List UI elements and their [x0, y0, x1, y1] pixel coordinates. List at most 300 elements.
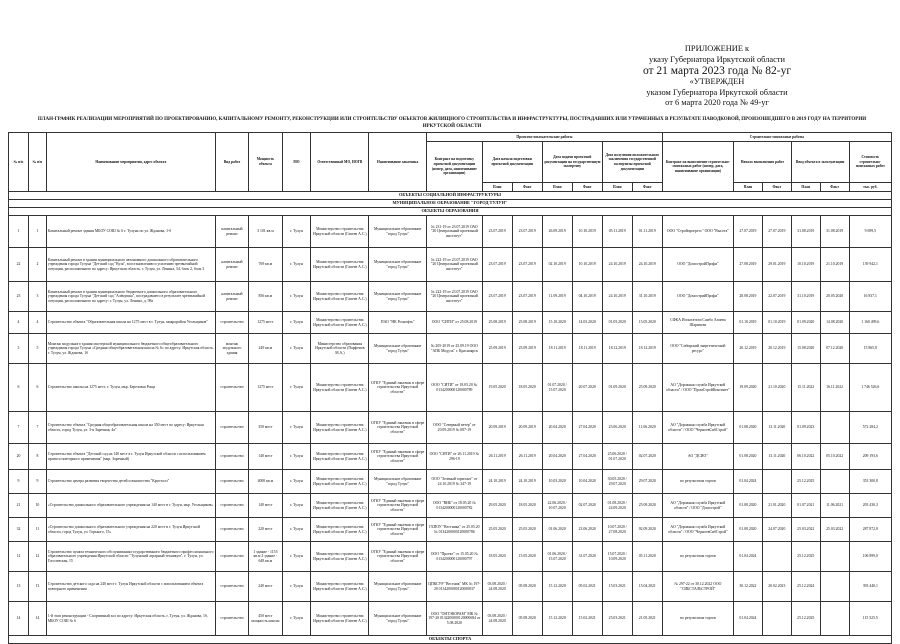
construction-cost: 287 872,8	[849, 518, 891, 542]
construction-cost: 572 284,2	[849, 412, 891, 444]
row-number: 9	[9, 470, 29, 494]
table-row	[9, 542, 892, 572]
row-number: 21	[9, 494, 29, 518]
row-subnumber: 8	[29, 444, 47, 470]
construction-contract: АО "Дорожная служба Иркутской области" / ООО "ЧерноевСибСтрой"	[662, 412, 733, 444]
commissioning-plan: 10.10.2019	[791, 248, 820, 282]
object-name: Капитальный ремонт здания МБОУ СОШ № 6 г. Тулуна по ул. Жданова, 1-б	[46, 216, 215, 248]
expertise-submit-plan: 11.09.2019	[542, 282, 572, 312]
row-number: 22	[9, 248, 29, 282]
responsible: Министерство образования Иркутской области (Парфенов М.А.)	[311, 334, 369, 364]
responsible: Министерство строительства Иркутской области (Гапеев А.С.)	[311, 216, 369, 248]
col-cost: Стоимость строительно-монтажных работ	[849, 142, 891, 183]
expertise-submit-fact: 27.04.2020	[572, 444, 602, 470]
work-type: строительство	[215, 364, 248, 412]
commissioning-fact	[820, 412, 849, 444]
work-type: строительство	[215, 444, 248, 470]
expertise-submit-plan: 01.06.2020 / 15.07.2020	[542, 542, 572, 572]
expertise-result-plan: 30.05.2020 / 29.07.2020	[602, 470, 632, 494]
row-subnumber: 13	[29, 572, 47, 602]
object-name: Строительство пункта технического обслуживания государственного бюджетного профессионального образовательного учреждения Иркутской области "Тулунский аграрный техникум", г. Тулун, ул. Гоголевская, 15	[46, 542, 215, 572]
design-contract: ООО "Зеленый горизонт" от 24.10.2019 № 347-19	[427, 470, 483, 494]
customer: ПАО "НК Роснефть"	[369, 312, 427, 334]
commissioning-plan: 01.07.2021	[791, 494, 820, 518]
row-subnumber: 11	[29, 518, 47, 542]
design-contract: ЦПКСУР "Вестник" МК № 197-20 0134200000120000837	[427, 572, 483, 602]
commissioning-fact: 31.08.2019	[820, 216, 849, 248]
expertise-result-plan: 25.06.2020 / 01.07.2020	[602, 444, 632, 470]
col-num: № п/п	[9, 133, 29, 192]
construction-start-plan: 20.12.2019	[733, 334, 762, 364]
expertise-submit-fact: 31.07.2020	[572, 542, 602, 572]
customer: Муниципальное образование "город Тулун"	[369, 334, 427, 364]
row-number: 20	[9, 444, 29, 470]
customer: ОГКУ "Единый заказчик в сфере строительства Иркутской области"	[369, 542, 427, 572]
section-municipality: МУНИЦИПАЛЬНОЕ ОБРАЗОВАНИЕ "ГОРОД ТУЛУН"	[9, 200, 892, 208]
commissioning-fact	[820, 602, 849, 636]
construction-start-fact: 27.07.2019	[762, 216, 791, 248]
expertise-submit-fact: 14.03.2020	[572, 312, 602, 334]
expertise-result-plan: 10.07.2020 / 27.08.2020	[602, 518, 632, 542]
work-type: строительство	[215, 602, 248, 636]
commissioning-fact: 21.10.2019	[820, 248, 849, 282]
capacity: 1275 мест	[249, 364, 282, 412]
responsible: Министерство строительства Иркутской области (Гапеев А.С.)	[311, 282, 369, 312]
construction-cost: 9 699,5	[849, 216, 891, 248]
object-name: Строительство объекта "Детский сад на 140 мест в г. Тулун Иркутской области с использованием проекта повторного применения" (мкр. Заречный)	[46, 444, 215, 470]
design-contract: ООО "ВИБ" от 18.05.20 № 0134200000120000782	[427, 494, 483, 518]
design-contract: ООО "Проект" от 15.05.20 № 0134200000120000797	[427, 542, 483, 572]
expertise-result-fact: 02.07.2020	[632, 444, 662, 470]
construction-start-fact: 20.12.2019	[762, 334, 791, 364]
table-row	[9, 470, 892, 494]
responsible: Министерство строительства Иркутской области (Гапеев А.С.)	[311, 248, 369, 282]
design-start-fact: 20.09.2019	[512, 412, 542, 444]
work-type: строительство	[215, 412, 248, 444]
work-type: монтаж модульного здания	[215, 334, 248, 364]
row-number: 13	[9, 572, 29, 602]
expertise-submit-fact: 10.10.2019	[572, 248, 602, 282]
commissioning-fact: 05.10.2022	[820, 444, 849, 470]
construction-start-fact: 13.11.2020	[762, 412, 791, 444]
customer: ОГКУ "Единый заказчик в сфере строительства Иркутской области"	[369, 518, 427, 542]
capacity: 249 кв.м	[249, 334, 282, 364]
capacity: 856 кв.м	[249, 282, 282, 312]
table-row	[9, 282, 892, 312]
expertise-result-plan: 15.07.2020 / 10.09.2020	[602, 542, 632, 572]
construction-cost: 1 746 526,6	[849, 364, 891, 412]
design-start-fact: 25.05.2020	[512, 518, 542, 542]
construction-contract: АО "ДСИО"	[662, 444, 733, 470]
design-start-fact: 15.05.2020	[512, 542, 542, 572]
design-start-plan: 25.05.2020	[482, 518, 512, 542]
design-start-fact: 18.05.2020	[512, 364, 542, 412]
expertise-submit-plan: 01.07.2020 / 15.07.2020	[542, 364, 572, 412]
work-type: строительство	[215, 312, 248, 334]
expertise-result-fact: 31.10.2019	[632, 282, 662, 312]
responsible: Министерство строительства Иркутской области (Гапеев А.С.)	[311, 444, 369, 470]
construction-cost: 15 865,8	[849, 334, 891, 364]
expertise-result-fact: 25.09.2020	[632, 364, 662, 412]
design-start-fact: 25.08.2019	[512, 312, 542, 334]
municipality: г. Тулун	[282, 602, 311, 636]
construction-contract: АО "Дорожная служба Иркутской области" / ООО "ЧерноевСибСтрой"	[662, 518, 733, 542]
document-title: ПЛАН-ГРАФИК РЕАЛИЗАЦИИ МЕРОПРИЯТИЙ ПО ПРОЕКТИРОВАНИЮ, КАПИТАЛЬНОМУ РЕМОНТУ, РЕКОНСТРУКЦИИ ИЛИ СТРОИТЕЛЬСТВУ ОБЪЕКТОВ ЖИЛИЩНОГО СТРОИТЕЛЬСТВА И ИНФРАСТРУКТУРЫ, ПОСТРАДАВШИХ ИЛИ УТРАЧЕННЫХ В РЕЗУЛЬТАТЕ ПАВОДКОВОЙ, ПРОИЗОШЕДШЕГО В 2019 ГОДУ НА ТЕРРИТОРИИ ИРКУТСКОЙ ОБЛАСТИ	[37, 117, 867, 129]
row-subnumber: 10	[29, 494, 47, 518]
construction-start-plan: 27.08.2019	[733, 248, 762, 282]
commissioning-fact	[820, 470, 849, 494]
col-start-construction: Начало выполнения работ	[733, 142, 791, 183]
design-contract: № 222-19 от 23.07.2019 ОАО "20 Центральный проектный институт"	[427, 248, 483, 282]
commissioning-plan: 31.08.2019	[791, 216, 820, 248]
row-number: 5	[9, 334, 29, 364]
capacity: 140 мест	[249, 494, 282, 518]
object-name: «Строительство дошкольного образовательного учреждения на 140 мест в г. Тулун, мкр. Угольщиков»	[46, 494, 215, 518]
commissioning-fact: 16.11.2022	[820, 364, 849, 412]
col-customer: Наименование заказчика	[369, 133, 427, 192]
row-number: 12	[9, 542, 29, 572]
col-name: Наименование мероприятия, адрес объекта	[46, 133, 215, 192]
municipality: г. Тулун	[282, 572, 311, 602]
construction-start-plan: 01.08.2020	[733, 494, 762, 518]
municipality: г. Тулун	[282, 412, 311, 444]
design-start-fact: 18.05.2020	[512, 494, 542, 518]
construction-cost: 203 430,3	[849, 494, 891, 518]
sub-plan: План	[733, 183, 762, 192]
appendix-line-2: указу Губернатора Иркутской области	[649, 54, 785, 64]
table-body	[9, 192, 892, 644]
sub-plan: План	[791, 183, 820, 192]
commissioning-plan: 06.10.2022	[791, 444, 820, 470]
table-row	[9, 364, 892, 412]
construction-start-fact	[762, 542, 791, 572]
expertise-submit-plan: 20.04.2020	[542, 412, 572, 444]
row-number: 32	[9, 518, 29, 542]
construction-start-plan: 01.08.2020	[733, 444, 762, 470]
expertise-submit-fact: 10.04.2020	[572, 470, 602, 494]
table-row	[9, 572, 892, 602]
appendix-line-6: от 6 марта 2020 года № 49-уг	[665, 98, 769, 108]
expertise-submit-plan: 20.04.2020	[542, 444, 572, 470]
group-design: Проектно-изыскательские работы	[427, 133, 663, 142]
sub-plan: План	[482, 183, 512, 192]
work-type: строительство	[215, 518, 248, 542]
construction-cost: 1 160 499,6	[849, 312, 891, 334]
responsible: Министерство строительства Иркутской области (Гапеев А.С.)	[311, 364, 369, 412]
expertise-result-plan: 24.10.2019	[602, 248, 632, 282]
design-start-fact: 23.07.2019	[512, 248, 542, 282]
expertise-result-fact: 15.05.2020	[632, 312, 662, 334]
responsible: Министерство строительства Иркутской области (Гапеев А.С.)	[311, 494, 369, 518]
commissioning-fact: 11.06.2021	[820, 494, 849, 518]
customer: ОГКУ "Единый заказчик в сфере строительства Иркутской области"	[369, 444, 427, 470]
design-start-fact: 24.10.2019	[512, 470, 542, 494]
section-social: ОБЪЕКТЫ СОЦИАЛЬНОЙ ИНФРАСТРУКТУРЫ	[9, 192, 892, 200]
group-construction: Строительно-монтажные работы	[662, 133, 891, 142]
expertise-result-fact: 11.06.2020	[632, 412, 662, 444]
appendix-line-3: от 21 марта 2023 года № 82-уг	[642, 65, 792, 78]
responsible: Министерство строительства Иркутской области (Гапеев А.С.)	[311, 542, 369, 572]
table-row	[9, 602, 892, 636]
construction-cost: 393 440,1	[849, 572, 891, 602]
row-subnumber: 14	[29, 602, 47, 636]
expertise-submit-plan: 10.03.2020	[542, 470, 572, 494]
expertise-submit-plan: 15.12.2020	[542, 602, 572, 636]
construction-start-fact: 21.01.2020	[762, 494, 791, 518]
row-subnumber: 2	[29, 248, 47, 282]
expertise-result-fact: 21.05.2021	[632, 602, 662, 636]
customer: Муниципальное образование "город Тулун"	[369, 602, 427, 636]
expertise-result-fact: 24.10.2019	[632, 248, 662, 282]
sub-plan: План	[542, 183, 572, 192]
expertise-submit-fact: 27.04.2020	[572, 412, 602, 444]
design-contract: № 205-2019 от 25.09.19 ООО "АПБ Модуль" г. Красноярск	[427, 334, 483, 364]
expertise-submit-fact: 04.10.2019	[572, 282, 602, 312]
commissioning-fact: 20.05.2020	[820, 282, 849, 312]
commissioning-plan: 15.11.2022	[791, 364, 820, 412]
expertise-result-plan: 15.03.2021	[602, 572, 632, 602]
col-contract-design: Контракт на подготовку проектной документации (номер, дата, наименование организации)	[427, 142, 483, 192]
expertise-result-plan: 01.09.2020	[602, 364, 632, 412]
work-type: строительство	[215, 542, 248, 572]
commissioning-plan: 25.12.2024	[791, 572, 820, 602]
commissioning-fact: 14.08.2020	[820, 312, 849, 334]
commissioning-plan: 01.09.2023	[791, 412, 820, 444]
expertise-result-plan: 24.10.2019	[602, 282, 632, 312]
sub-fact: Факт	[820, 183, 849, 192]
construction-contract: по результатам торгов	[662, 470, 733, 494]
appendix-line-1: ПРИЛОЖЕНИЕ к	[684, 44, 750, 53]
design-start-fact: 05.08.2020	[512, 572, 542, 602]
table-row	[9, 494, 892, 518]
object-name: 1-й этап реконструкции - Спортивный зал по адресу: Иркутская область, г. Тулун, ул. Жданова, 1б, МБОУ СОШ № 6	[46, 602, 215, 636]
responsible: Министерство строительства Иркутской области (Гапеев А.С.)	[311, 518, 369, 542]
sub-fact: Факт	[762, 183, 791, 192]
object-name: Строительство объекта "Средняя общеобразовательная школа на 350 мест по адресу: Иркутская область, город Тулун, ул. 3-я Заречная, 4а"	[46, 412, 215, 444]
appendix-line-5: указом Губернатора Иркутской области	[646, 87, 788, 97]
col-worktype: Вид работ	[215, 133, 248, 192]
row-number: 7	[9, 412, 29, 444]
expertise-result-plan: 01.05.2020	[602, 312, 632, 334]
design-start-plan: 23.07.2019	[482, 248, 512, 282]
sub-fact: Факт	[512, 183, 542, 192]
expertise-result-fact: 01.11.2019	[632, 216, 662, 248]
expertise-submit-plan: 18.11.2019	[542, 334, 572, 364]
commissioning-plan: 25.12.2025	[791, 542, 820, 572]
municipality: г. Тулун	[282, 542, 311, 572]
construction-contract: по результатам торгов	[662, 602, 733, 636]
construction-contract: АО "Дорожная служба Иркутской области" / ООО "Домострой"	[662, 494, 733, 518]
commissioning-plan: 15.08.2020	[791, 334, 820, 364]
table-row	[9, 334, 892, 364]
table-row	[9, 444, 892, 470]
sub-plan: План	[602, 183, 632, 192]
expertise-result-plan: 25.03.2021	[602, 602, 632, 636]
responsible: Министерство строительства Иркутской области (Гапеев А.С.)	[311, 412, 369, 444]
construction-contract: ООО "ДомострийПрофи"	[662, 282, 733, 312]
work-type: капитальный ремонт	[215, 248, 248, 282]
construction-start-fact: 21.10.2020	[762, 364, 791, 412]
object-name: Строительство центра развития творчества детей и юношества "Кристалл"	[46, 470, 215, 494]
design-start-plan: 03.08.2020 / 24.08.2020	[482, 572, 512, 602]
municipality: г. Тулун	[282, 312, 311, 334]
design-start-fact: 25.09.2019	[512, 334, 542, 364]
commissioning-fact: 07.12.2020	[820, 334, 849, 364]
construction-start-fact: 20.02.2023	[762, 572, 791, 602]
construction-start-plan: 30.12.2022	[733, 572, 762, 602]
col-resp: Ответственный МО, ИОГВ	[311, 133, 369, 192]
object-name: Капитальный ремонт в здании муниципального автономного дошкольного образовательного учреждения города Тулуна "Детский сад "Кузя", восстановлению и усилению чрезвычайной ситуации, расположенного по адресу: Иркутская область, г. Тулун, ул. Ленина, 34, блок 2, блок 3	[46, 248, 215, 282]
construction-start-plan: 01.04.2024	[733, 542, 762, 572]
construction-contract: АО "Дорожная служба Иркутской области" / ООО "ПромСтройКонтинет"	[662, 364, 733, 412]
table-row	[9, 216, 892, 248]
row-number: 4	[9, 312, 29, 334]
table-header	[9, 133, 892, 192]
expertise-result-fact: 29.07.2020	[632, 470, 662, 494]
capacity: 1 здание - 1153 кв.м 2 здание - 648 кв.м	[249, 542, 282, 572]
work-type: капитальный ремонт	[215, 282, 248, 312]
row-number: 1	[9, 216, 29, 248]
construction-cost: 106 899,0	[849, 542, 891, 572]
capacity: 140 мест	[249, 444, 282, 470]
row-subnumber: 5	[29, 334, 47, 364]
construction-start-plan: 01.08.2020	[733, 412, 762, 444]
expertise-submit-fact: 15.02.2021	[572, 602, 602, 636]
municipality: г. Тулун	[282, 248, 311, 282]
construction-cost: 209 193,6	[849, 444, 891, 470]
municipality: г. Тулун	[282, 494, 311, 518]
construction-cost: 139 942,1	[849, 248, 891, 282]
construction-contract: ООО "ДомостройПрофи"	[662, 248, 733, 282]
municipality: г. Тулун	[282, 216, 311, 248]
construction-cost: 115 525,5	[849, 602, 891, 636]
commissioning-plan: 31.10.2019	[791, 282, 820, 312]
object-name: Капитальный ремонт в здании муниципального бюджетного дошкольного образовательного учреждения города Тулуна "Детский сад "Алёнушка", пострадавшего в результате чрезвычайной ситуации, расположенного по адресу: г. Тулун, ул. Ленина, д. 98а	[46, 282, 215, 312]
col-start-design: Дата начала подготовки проектной документации	[482, 142, 542, 183]
table-row	[9, 518, 892, 542]
commissioning-fact: 25.03.2022	[820, 518, 849, 542]
construction-start-fact	[762, 470, 791, 494]
municipality: г. Тулун	[282, 364, 311, 412]
customer: Муниципальное образование "город Тулун"	[369, 282, 427, 312]
object-name: Строительство детского сада на 240 мест г. Тулун Иркутской области с использованием объекта повторного применения	[46, 572, 215, 602]
table-row	[9, 412, 892, 444]
work-type: строительство	[215, 572, 248, 602]
col-capacity: Мощность объекта	[249, 133, 282, 192]
municipality: г. Тулун	[282, 518, 311, 542]
municipality: г. Тулун	[282, 282, 311, 312]
design-start-plan: 19.05.2020	[482, 364, 512, 412]
commissioning-plan: 01.09.2020	[791, 312, 820, 334]
design-start-plan: 25.08.2019	[482, 312, 512, 334]
construction-cost: 353 300,8	[849, 470, 891, 494]
expertise-result-fact: 18.12.2019	[632, 334, 662, 364]
section-sport: ОБЪЕКТЫ СПОРТА	[9, 636, 892, 644]
table-row	[9, 312, 892, 334]
construction-contract: ООО "Стройпрогресс" ООО "Высота"	[662, 216, 733, 248]
col-expertise-result: Дата получения положительного заключения государственной экспертизы проектной документации	[602, 142, 662, 183]
construction-start-fact	[762, 602, 791, 636]
construction-start-plan: 19.09.2020	[733, 364, 762, 412]
expertise-result-fact: 25.09.2020	[632, 494, 662, 518]
capacity: 350 мест	[249, 412, 282, 444]
construction-start-plan: 01.04.2024	[733, 470, 762, 494]
design-start-plan: 24.10.2019	[482, 470, 512, 494]
construction-contract: по результатам торгов	[662, 542, 733, 572]
construction-cost: 16 837,1	[849, 282, 891, 312]
work-type: строительство	[215, 494, 248, 518]
expertise-submit-plan: 26.09.2019	[542, 216, 572, 248]
row-number: 23	[9, 282, 29, 312]
work-type: капитальный ремонт	[215, 216, 248, 248]
expertise-submit-plan: 22.06.2020 / 10.07.2020	[542, 494, 572, 518]
construction-contract: СФКА Испытатели Самбо Алиева Шарипган	[662, 312, 733, 334]
capacity: 1275 мест	[249, 312, 282, 334]
capacity: 3 101 кв.м	[249, 216, 282, 248]
design-contract: ООО "Северный ветер" от 20.09.2019 № 087-19	[427, 412, 483, 444]
expertise-result-plan: 25.06.2020	[602, 412, 632, 444]
design-start-fact: 26.11.2019	[512, 444, 542, 470]
plan-table	[8, 132, 892, 644]
section-education: ОБЪЕКТЫ ОБРАЗОВАНИЯ	[9, 208, 892, 216]
capacity: 450 мест мощность школы	[249, 602, 282, 636]
expertise-submit-fact: 02.07.2020	[572, 494, 602, 518]
design-start-fact: 23.07.2019	[512, 282, 542, 312]
sub-fact: Факт	[572, 183, 602, 192]
commissioning-plan: 25.12.2025	[791, 470, 820, 494]
row-number: 14	[9, 602, 29, 636]
responsible: Министерство строительства Иркутской области (Гапеев А.С.)	[311, 470, 369, 494]
design-start-plan: 25.09.2019	[482, 334, 512, 364]
commissioning-plan: 25.12.2025	[791, 602, 820, 636]
customer: Муниципальное образование "город Тулун"	[369, 248, 427, 282]
design-start-fact: 05.08.2020	[512, 602, 542, 636]
expertise-submit-plan: 02.10.2019	[542, 248, 572, 282]
design-contract: ООО "СИТИ" от 25.08.2019	[427, 312, 483, 334]
expertise-result-fact: 15.04.2021	[632, 572, 662, 602]
municipality: г. Тулун	[282, 444, 311, 470]
expertise-submit-fact: 23.06.2020	[572, 518, 602, 542]
design-start-plan: 20.09.2019	[482, 412, 512, 444]
design-start-plan: 18.05.2020	[482, 542, 512, 572]
municipality: г. Тулун	[282, 470, 311, 494]
row-subnumber: 6	[29, 364, 47, 412]
construction-start-fact: 29.01.2019	[762, 248, 791, 282]
row-subnumber: 1	[29, 216, 47, 248]
object-name: Монтаж модульного здания мастерской муниципального бюджетного общеобразовательного учреждения города Тулуна «Средняя общеобразовательная школа № 6» по адресу: Иркутская область, г. Тулун, ул. Жданова, 1б	[46, 334, 215, 364]
appendix-block	[612, 44, 822, 109]
expertise-submit-fact: 05.02.2021	[572, 572, 602, 602]
col-expertise-submit: Дата подачи проектной документации на государственную экспертизу	[542, 142, 602, 183]
appendix-line-4: «УТВЕРЖДЕН	[689, 77, 745, 87]
row-subnumber: 3	[29, 282, 47, 312]
expertise-result-plan: 05.11.2019	[602, 216, 632, 248]
expertise-result-fact: 02.09.2020	[632, 518, 662, 542]
expertise-submit-plan: 15.10.2020	[542, 312, 572, 334]
design-start-fact: 23.07.2019	[512, 216, 542, 248]
row-subnumber: 9	[29, 470, 47, 494]
construction-start-plan: 27.07.2019	[733, 216, 762, 248]
design-start-plan: 23.07.2019	[482, 216, 512, 248]
design-contract: № 231-19 от 23.07.2019 ОАО "20 Центральный проектный институт"	[427, 216, 483, 248]
commissioning-plan: 25.03.2022	[791, 518, 820, 542]
customer: Муниципальное образование "город Тулун"	[369, 572, 427, 602]
capacity: 4000 кв.м	[249, 470, 282, 494]
construction-start-fact: 22.07.2019	[762, 282, 791, 312]
responsible: Министерство строительства Иркутской области (Гапеев А.С.)	[311, 312, 369, 334]
row-subnumber: 7	[29, 412, 47, 444]
expertise-submit-fact: 18.11.2019	[572, 334, 602, 364]
